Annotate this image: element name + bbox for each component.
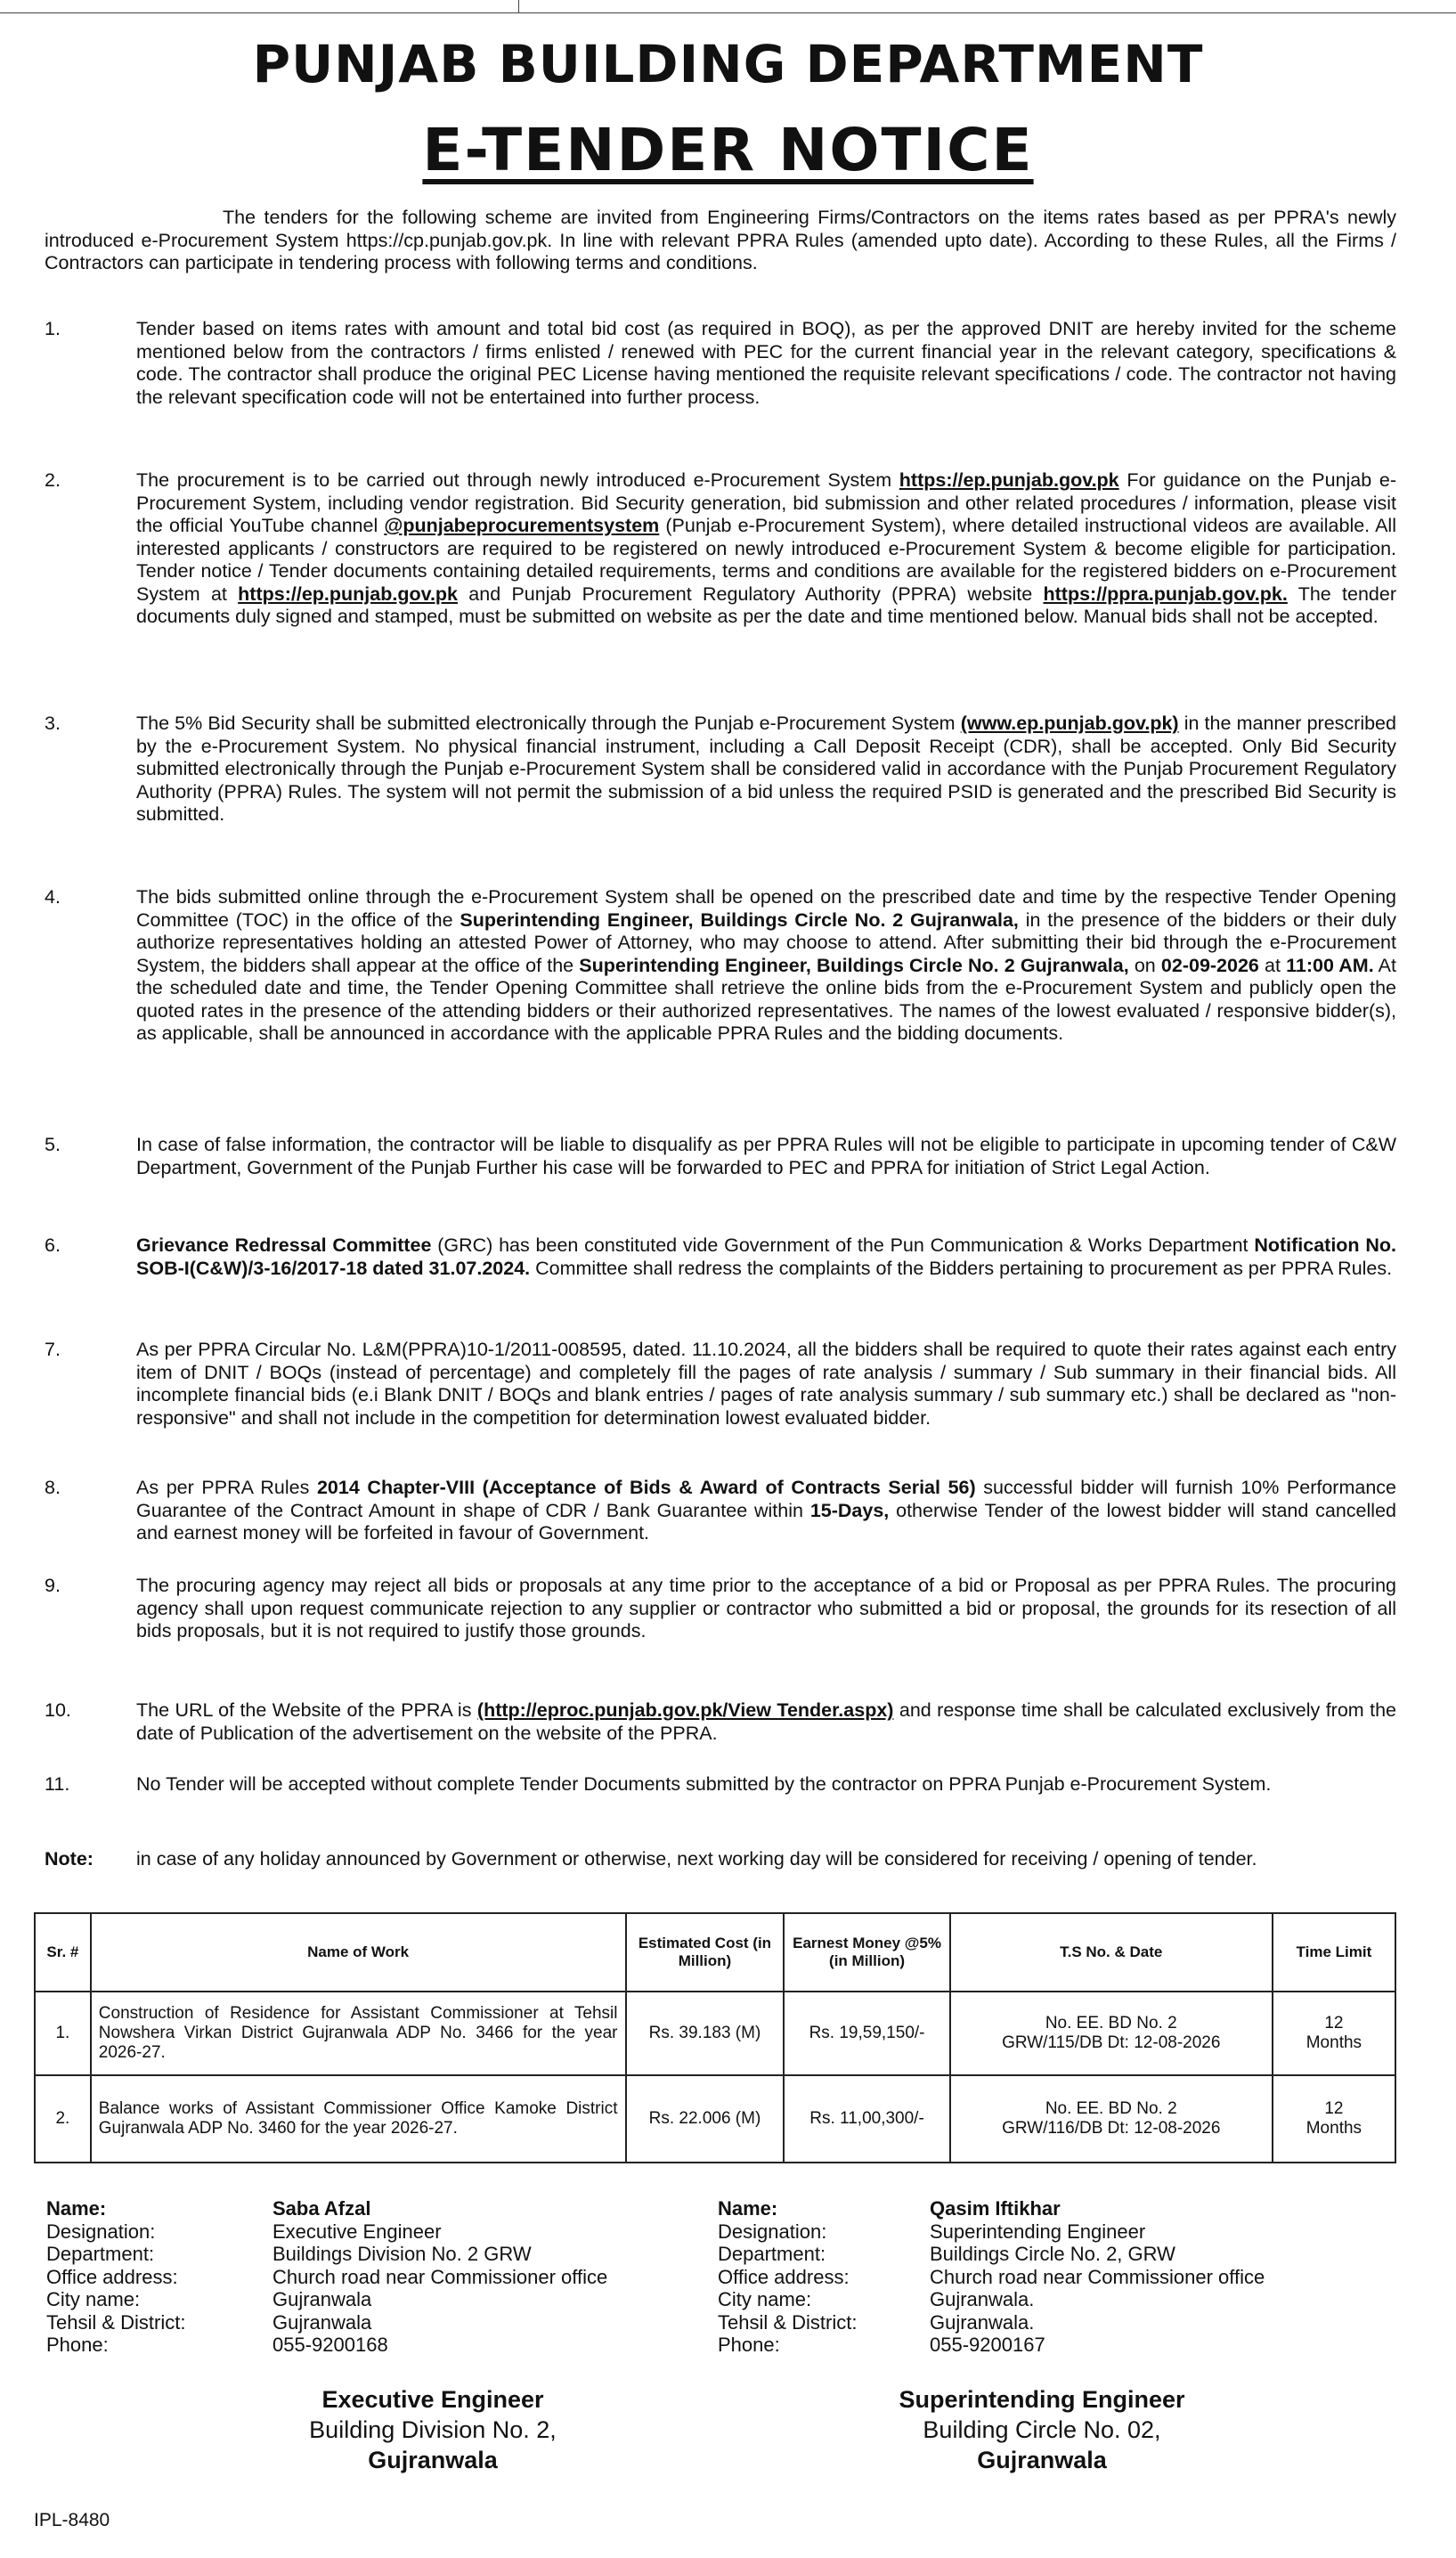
term-text-part: At the scheduled date and time, the Tender Opening Committee shall retrieve the online bids from the e-Procurement System and publicly open the quoted rates in the presence of the attending bidders or their authorized representatives. The names of the lowest evaluated / responsive bidder(s), as applicable, shall be announced in accordance with the applicable PPRA Rules and the bidding documents.	[136, 954, 1396, 1044]
cell-sr: 2.	[35, 2075, 91, 2163]
sig-phone: 055-9200167	[930, 2334, 1045, 2356]
sig-value: Buildings Circle No. 2, GRW	[930, 2243, 1175, 2265]
sig-label: Designation:	[46, 2220, 156, 2243]
cell-cost: Rs. 22.006 (M)	[626, 2075, 785, 2163]
term-7	[45, 1339, 1396, 1430]
term-text-part: in the presence of the bidders or their duly authorize representatives holding an attested Power of Attorney, who may choose to attend. After submitting their bid through the e-Procurement System, the bidders shall appear at the office of the	[136, 908, 1397, 976]
term-text	[136, 886, 1396, 1046]
sig-label: Department:	[718, 2243, 826, 2265]
term-text: Tender based on items rates with amount and total bid cost (as required in BOQ), as per the approved DNIT are hereby invited for the scheme mentioned below from the contractors / firms enlisted / renewed with PEC for the current financial year in the relevant category, specifications & code. The contractor shall produce the original PEC License having mentioned the requisite relevant specifications / code. The contractor not having the relevant specification code will not be entertained into further process.	[136, 318, 1396, 408]
ppra-punjab-link[interactable]: https://ppra.punjab.gov.pk.	[1043, 582, 1288, 605]
cell-ts	[950, 2075, 1273, 2163]
sig-row	[718, 2266, 1421, 2289]
cell-ts-line: GRW/115/DB Dt: 12-08-2026	[1002, 2033, 1221, 2052]
cell-time	[1273, 2075, 1395, 2163]
sig-row	[718, 2220, 1421, 2244]
term-number: 7.	[45, 1339, 61, 1360]
cell-earnest: Rs. 19,59,150/-	[784, 1992, 949, 2075]
sig-label: City name:	[46, 2288, 141, 2310]
sig-label: Office address:	[718, 2265, 850, 2288]
ep-punjab-link-2[interactable]: https://ep.punjab.gov.pk	[238, 582, 459, 605]
term-bold-part: 2014 Chapter-VIII (Acceptance of Bids & Award of Contracts Serial 56)	[316, 1477, 976, 1498]
term-6	[45, 1234, 1396, 1280]
sig-name: Saba Afzal	[272, 2197, 371, 2220]
table-row	[35, 1992, 1395, 2075]
sig-row	[46, 2220, 670, 2244]
sig-value: Gujranwala.	[930, 2288, 1035, 2310]
sig-value: Gujranwala	[272, 2288, 372, 2310]
term-text-part: The 5% Bid Security shall be submitted electronically through the Punjab e-Procurement System	[136, 713, 956, 734]
term-bold-part: Superintending Engineer, Buildings Circle No. 2 Gujranwala,	[579, 954, 1129, 976]
term-text-part: As per PPRA Rules	[136, 1477, 310, 1498]
term-number: 5.	[45, 1134, 61, 1155]
ipl-reference: IPL-8480	[34, 2510, 110, 2530]
sig-label: Office address:	[46, 2265, 178, 2288]
term-text-part: on	[1134, 954, 1156, 976]
footer-title: Superintending Engineer	[899, 2386, 1185, 2413]
intro-text: The tenders for the following scheme are invited from Engineering Firms/Contractors on the items rates based as per PPRA's newly introduced e-Procurement System https://cp.punjab.gov.pk. In line with relevant PPRA Rules (amended upto date). According to these Rules, all the Firms / Contractors can participate in tendering process with following terms and conditions.	[45, 207, 1396, 273]
cell-time-line: 12	[1324, 2014, 1344, 2033]
signatory-2-footer	[810, 2384, 1273, 2475]
term-8	[45, 1477, 1396, 1545]
sig-label: Tehsil & District:	[46, 2310, 186, 2334]
sig-value: Church road near Commissioner office	[272, 2265, 608, 2288]
cell-time-line: 12	[1324, 2099, 1344, 2118]
cell-ts	[950, 1992, 1273, 2075]
term-number: 2.	[45, 469, 61, 491]
table-header-row	[35, 1913, 1395, 1992]
term-bold-part: 15-Days,	[809, 1499, 890, 1521]
cell-ts-line: No. EE. BD No. 2	[1045, 2099, 1177, 2118]
cell-time-line: Months	[1306, 2119, 1362, 2138]
sig-row	[46, 2288, 670, 2311]
term-10	[45, 1699, 1396, 1745]
term-1	[45, 318, 1396, 409]
sig-label: Name:	[46, 2197, 107, 2220]
ep-punjab-www-link[interactable]: (www.ep.punjab.gov.pk)	[960, 713, 1179, 734]
term-5	[45, 1134, 1396, 1179]
sig-label: Phone:	[718, 2334, 780, 2356]
term-text	[136, 713, 1396, 827]
term-text-part: The URL of the Website of the PPRA is	[136, 1699, 472, 1721]
footer-title: Executive Engineer	[321, 2386, 544, 2413]
term-text: As per PPRA Circular No. L&M(PPRA)10-1/2011-008595, dated. 11.10.2024, all the bidders shall be required to quote their rates against each entry item of DNIT / BOQs (instead of percentage) and completely fill the pages of rate analysis / summary / Sub summary in their financial bids. All incomplete financial bids (e.i Blank DNIT / BOQs and blank entries / pages of rate analysis summary / sub summary etc.) shall be declared as "non-responsive" and shall not include in the competition for determination lowest evaluated bidder.	[136, 1339, 1396, 1429]
cell-ts-line: GRW/116/DB Dt: 12-08-2026	[1002, 2119, 1221, 2138]
term-2	[45, 469, 1396, 629]
term-text-part: and Punjab Procurement Regulatory Authority (PPRA) website	[468, 582, 1033, 605]
cell-time	[1273, 1992, 1395, 2075]
term-bold-part: Superintending Engineer, Buildings Circle No. 2 Gujranwala,	[460, 908, 1019, 931]
term-text	[136, 1234, 1396, 1280]
term-text-part: at	[1265, 954, 1281, 976]
term-bold-part: Notification No. SOB-I(C&W)/3-16/2017-18 dated 31.07.2024.	[136, 1234, 1396, 1279]
opening-date: 02-09-2026	[1160, 954, 1259, 976]
footer-office: Building Circle No. 02,	[923, 2416, 1161, 2443]
page-title: PUNJAB BUILDING DEPARTMENT	[252, 34, 1204, 94]
sig-row	[718, 2334, 1421, 2357]
term-text-part: For guidance on the Punjab e-Procurement System, including vendor registration. Bid Security generation, bid submission and other related procedures / information, please visit the official YouTube channel	[136, 469, 1396, 536]
cell-time-line: Months	[1306, 2033, 1362, 2052]
cell-name: Balance works of Assistant Commissioner Office Kamoke District Gujranwala ADP No. 3460 for the year 2026-27.	[91, 2075, 626, 2163]
sig-phone: 055-9200168	[272, 2334, 388, 2356]
footer-city: Gujranwala	[977, 2447, 1107, 2473]
cell-name: Construction of Residence for Assistant Commissioner at Tehsil Nowshera Virkan District Gujranwala ADP No. 3466 for the year 2026-27.	[91, 1992, 626, 2075]
term-text	[136, 1477, 1396, 1545]
col-header-name: Name of Work	[91, 1913, 626, 1992]
ppra-view-tender-link[interactable]: (http://eproc.punjab.gov.pk/View Tender.aspx)	[476, 1699, 894, 1721]
youtube-channel-link[interactable]: @punjabeprocurementsystem	[384, 515, 660, 536]
term-text-part: in the manner prescribed by the e-Procurement System. No physical financial instrument, including a Call Deposit Receipt (CDR), shall be accepted. Only Bid Security submitted electronically through the Punjab e-Procurement System shall be considered valid in accordance with the Punjab Procurement Regulatory Authority (PPRA) Rules. The system will not permit the submission of a bid unless the required PSID is generated and the prescribed Bid Security is submitted.	[136, 713, 1396, 825]
footer-office: Building Division No. 2,	[309, 2416, 557, 2443]
opening-time: 11:00 AM.	[1286, 954, 1374, 976]
sig-value: Superintending Engineer	[930, 2220, 1146, 2243]
term-text-part: The bids submitted online through the e-Procurement System shall be opened on the prescribed date and time by the respective Tender Opening Committee (TOC) in the office of the	[136, 886, 1396, 931]
term-9	[45, 1575, 1396, 1643]
top-rule-tick	[518, 0, 519, 12]
term-text-part: The tender documents duly signed and stamped, must be submitted on website as per the date and time mentioned below. Manual bids shall not be accepted.	[136, 582, 1396, 627]
sig-name: Qasim Iftikhar	[930, 2197, 1061, 2220]
term-text	[136, 469, 1396, 629]
sig-value: Executive Engineer	[272, 2220, 442, 2243]
term-bold-part: Grievance Redressal Committee	[136, 1234, 432, 1256]
term-number: 6.	[45, 1234, 61, 1256]
sig-value: Gujranwala.	[930, 2310, 1035, 2334]
sig-row	[46, 2266, 670, 2289]
top-rule	[0, 0, 1456, 13]
term-text: In case of false information, the contractor will be liable to disqualify as per PPRA Rules will not be eligible to participate in upcoming tender of C&W Department, Government of the Punjab Further his case will be forwarded to PEC and PPRA for initiation of Strict Legal Action.	[136, 1134, 1396, 1178]
term-number: 3.	[45, 713, 61, 734]
term-number: 1.	[45, 318, 61, 339]
sig-row	[46, 2311, 670, 2334]
sig-row	[718, 2311, 1421, 2334]
sig-row	[718, 2288, 1421, 2311]
term-text-part: The procurement is to be carried out through newly introduced e-Procurement System	[136, 469, 892, 491]
sig-label: Department:	[46, 2243, 155, 2265]
col-header-cost: Estimated Cost (in Million)	[626, 1913, 785, 1992]
cell-sr: 1.	[35, 1992, 91, 2075]
sig-label: Tehsil & District:	[718, 2310, 858, 2334]
cell-cost: Rs. 39.183 (M)	[626, 1992, 785, 2075]
col-header-ts: T.S No. & Date	[950, 1913, 1273, 1992]
term-4	[45, 886, 1396, 1046]
col-header-time: Time Limit	[1273, 1913, 1395, 1992]
term-text-part: Committee shall redress the complaints of the Bidders pertaining to procurement as per PPRA Rules.	[535, 1257, 1393, 1279]
term-3	[45, 713, 1396, 827]
term-text-part: successful bidder will furnish 10% Performance Guarantee of the Contract Amount in shape of CDR / Bank Guarantee within	[136, 1477, 1396, 1521]
term-text-part: (GRC) has been constituted vide Government of the Pun Communication & Works Department	[437, 1234, 1249, 1256]
sig-value: Church road near Commissioner office	[930, 2265, 1265, 2288]
term-number: 11.	[45, 1773, 70, 1795]
sig-label: Designation:	[718, 2220, 827, 2243]
sig-label: Name:	[718, 2197, 778, 2220]
cell-earnest: Rs. 11,00,300/-	[784, 2075, 949, 2163]
term-text	[136, 1699, 1396, 1745]
term-text-part: (Punjab e-Procurement System), where detailed instructional videos are available. All interested applicants / constructors are required to be registered on newly introduced e-Procurement System & become eligible for participation. Tender notice / Tender documents containing detailed requirements, terms and conditions are available for the registered bidders on e-Procurement System at	[136, 515, 1396, 605]
subtitle-text: E-TENDER NOTICE	[422, 116, 1034, 184]
ep-punjab-link[interactable]: https://ep.punjab.gov.pk	[899, 469, 1119, 491]
footer-city: Gujranwala	[368, 2447, 498, 2473]
signatory-1-footer	[201, 2384, 664, 2475]
sig-label: City name:	[718, 2288, 812, 2310]
page-subtitle	[0, 112, 1456, 189]
term-number: 10.	[45, 1699, 71, 1721]
sig-row	[46, 2243, 670, 2266]
signatory-2-details	[718, 2197, 1421, 2357]
works-table	[34, 1912, 1396, 2163]
sig-value: Buildings Division No. 2 GRW	[272, 2243, 532, 2265]
signatory-1-details	[46, 2197, 670, 2357]
table-row	[35, 2075, 1395, 2163]
term-text-part: and response time shall be calculated exclusively from the date of Publication of the advertisement on the website of the PPRA.	[136, 1699, 1397, 1744]
note-label: Note:	[45, 1848, 94, 1870]
cell-ts-line: No. EE. BD No. 2	[1045, 2014, 1177, 2033]
sig-value: Gujranwala	[272, 2310, 372, 2334]
sig-row	[718, 2243, 1421, 2266]
intro-paragraph	[45, 207, 1396, 275]
term-11	[45, 1773, 1396, 1796]
term-number: 9.	[45, 1575, 61, 1596]
term-number: 8.	[45, 1477, 61, 1498]
term-text: The procuring agency may reject all bids or proposals at any time prior to the acceptance of a bid or Proposal as per PPRA Rules. The procuring agency shall upon request communicate rejection to any supplier or contractor who submitted a bid or proposal, the grounds for its resection of all bids proposals, but it is not required to justify those grounds.	[136, 1575, 1396, 1642]
col-header-earnest: Earnest Money @5% (in Million)	[784, 1913, 949, 1992]
col-header-sr: Sr. #	[35, 1913, 91, 1992]
term-text-part: otherwise Tender of the lowest bidder will stand cancelled and earnest money will be forfeited in favour of Government.	[136, 1499, 1396, 1544]
term-text: No Tender will be accepted without complete Tender Documents submitted by the contractor on PPRA Punjab e-Procurement System.	[136, 1773, 1272, 1795]
term-number: 4.	[45, 886, 61, 908]
sig-label: Phone:	[46, 2334, 109, 2356]
sig-row	[718, 2197, 1421, 2220]
sig-row	[46, 2334, 670, 2357]
note	[45, 1848, 1396, 1871]
note-text: in case of any holiday announced by Government or otherwise, next working day will be considered for receiving / opening of tender.	[136, 1848, 1257, 1870]
sig-row	[46, 2197, 670, 2220]
